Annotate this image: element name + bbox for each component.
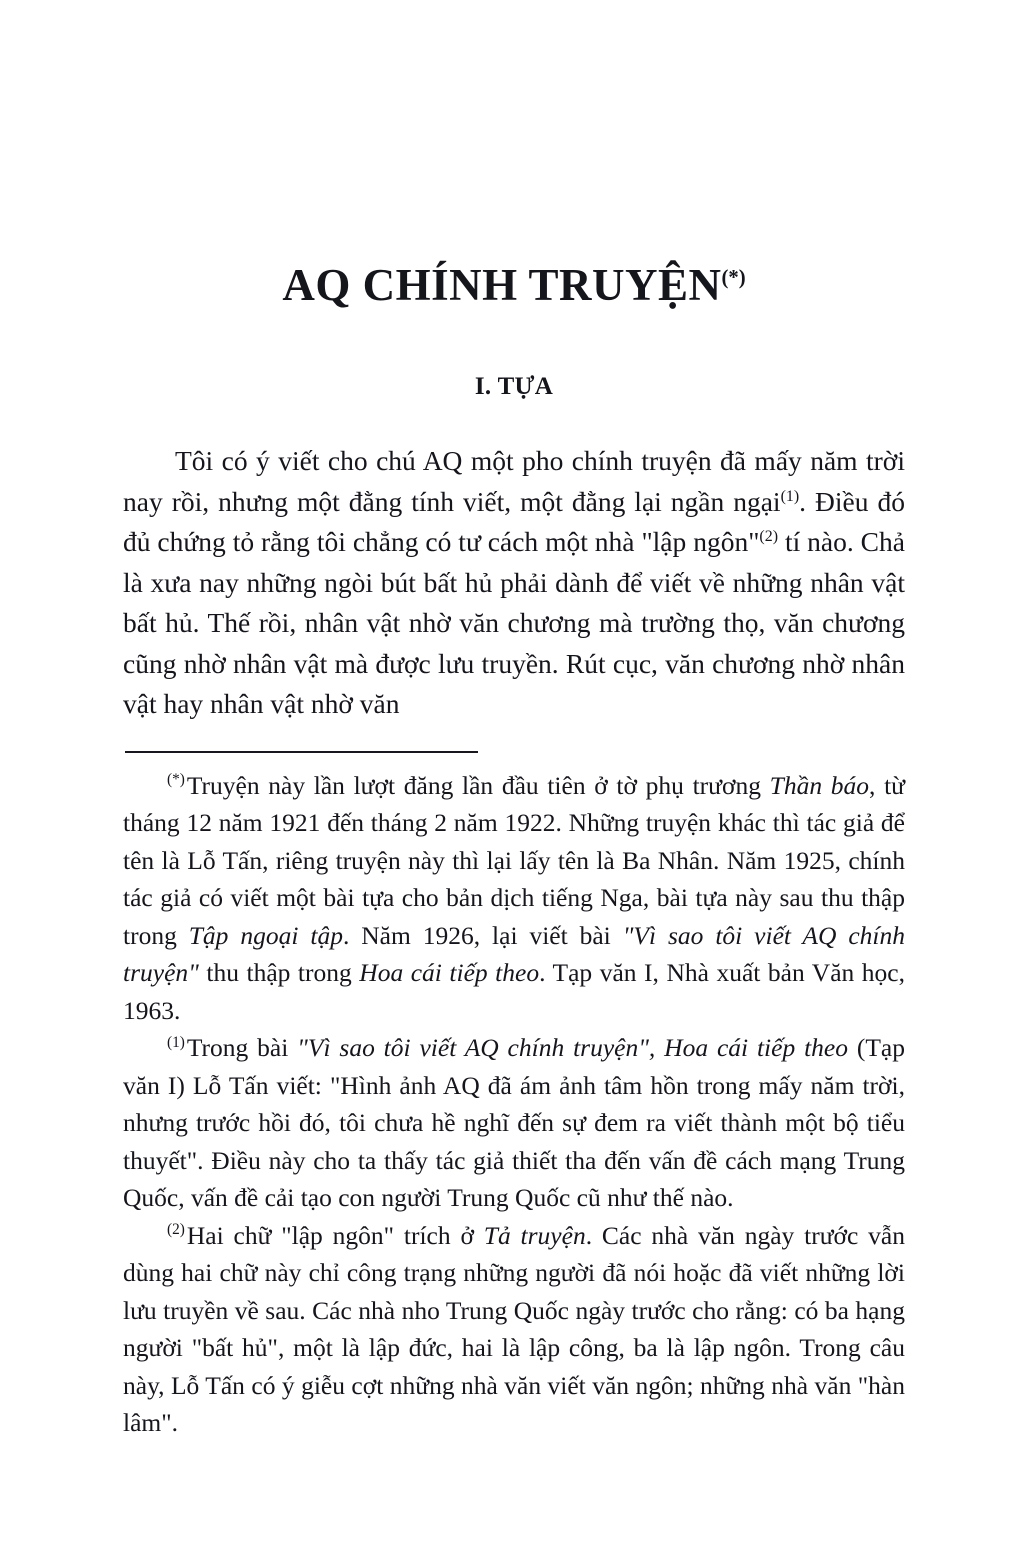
- footnote-star-marker: (*): [167, 771, 185, 789]
- body-paragraph-part-2: . Điều đó đủ chứng tỏ rằng tôi chẳng có tư cách một nhà "lập ngôn": [123, 485, 905, 558]
- inline-footnote-marker-1[interactable]: (1): [780, 487, 800, 505]
- body-paragraph: [123, 441, 905, 725]
- body-paragraph-part-1: Tôi có ý viết cho chú AQ một pho chính truyện đã mấy năm trời nay rồi, nhưng một đằng tính viết, một đằng lại ngần ngại: [123, 445, 905, 517]
- footnote-two-marker: (2): [167, 1221, 185, 1239]
- footnote-star-italic-1: Thần báo: [769, 770, 870, 800]
- footnote-one-part-1: Trong bài: [186, 1033, 298, 1063]
- body-text-block: [123, 401, 905, 725]
- footnote-two: [123, 1217, 905, 1442]
- footnote-two-part-2: . Các nhà văn ngày trước vẫn dùng hai chữ này chỉ công trạng những người đã nói hoặc đã viết những lời lưu truyền về sau. Các nhà nho Trung Quốc ngày trước cho rằng: có ba hạng người "bất hủ", một là lập đức, hai là lập công, ba là lập ngôn. Trong câu này, Lỗ Tấn có ý giễu cợt những nhà văn viết văn ngôn; những nhà văn "hàn lâm".: [123, 1220, 905, 1438]
- footnote-star-part-2: , từ tháng 12 năm 1921 đến tháng 2 năm 1922. Những truyện khác thì tác giả để tên là Lỗ Tấn, riêng truyện này thì lại lấy tên là Ba Nhân. Năm 1925, chính tác giả có viết một bài tựa cho bản dịch tiếng Nga, bài tựa này sau thu thập trong: [123, 770, 906, 950]
- footnote-star-italic-3: "Vì sao tôi viết AQ chính truyện": [123, 920, 905, 988]
- footnote-one-marker: (1): [167, 1033, 185, 1051]
- page-title-text: AQ CHÍNH TRUYỆN: [282, 260, 722, 310]
- footnote-star: [123, 767, 905, 1030]
- footnote-star-part-5: . Tạp văn I, Nhà xuất bản Văn học, 1963.: [123, 958, 905, 1025]
- footnote-one: [123, 1029, 905, 1217]
- inline-footnote-marker-2[interactable]: (2): [759, 528, 779, 546]
- footnote-one-part-2: (Tạp văn I) Lỗ Tấn viết: "Hình ảnh AQ đã ám ảnh tâm hồn trong mấy năm trời, nhưng trước hồi đó, tôi chưa hề nghĩ đến sự đem ra viết thành một bộ tiểu thuyết". Điều này cho ta thấy tác giả thiết tha đến vấn đề cách mạng Trung Quốc, vấn đề cải tạo con người Trung Quốc cũ như thế nào.: [123, 1033, 905, 1213]
- footnote-star-italic-4: Hoa cái tiếp theo: [359, 958, 540, 988]
- section-heading: I. TỰA: [474, 373, 554, 401]
- page-title: [123, 0, 905, 309]
- footnote-star-part-4: thu thập trong: [198, 958, 360, 988]
- footnote-one-italic-1: "Vì sao tôi viết AQ chính truyện", Hoa cái tiếp theo: [297, 1033, 848, 1063]
- page-content-column: [123, 0, 905, 1442]
- footnote-two-italic-1: Tả truyện: [483, 1220, 586, 1250]
- body-paragraph-part-3: tí nào. Chả là xưa nay những ngòi bút bất hủ phải dành để viết về những nhân vật bất hủ. Thế rồi, nhân vật nhờ văn chương mà trường thọ, văn chương cũng nhờ nhân vật mà được lưu truyền. Rút cục, văn chương nhờ nhân vật hay nhân vật nhờ văn: [123, 526, 905, 720]
- title-footnote-marker: (*): [721, 267, 746, 289]
- footnote-star-part-1: Truyện này lần lượt đăng lần đầu tiên ở tờ phụ trương: [186, 770, 770, 800]
- footnote-star-part-3: . Năm 1926, lại viết bài: [342, 920, 623, 950]
- footnote-two-part-1: Hai chữ "lập ngôn" trích ở: [186, 1220, 484, 1250]
- footnotes-block: [123, 753, 905, 1442]
- footnote-star-italic-2: Tập ngoại tập: [188, 920, 343, 950]
